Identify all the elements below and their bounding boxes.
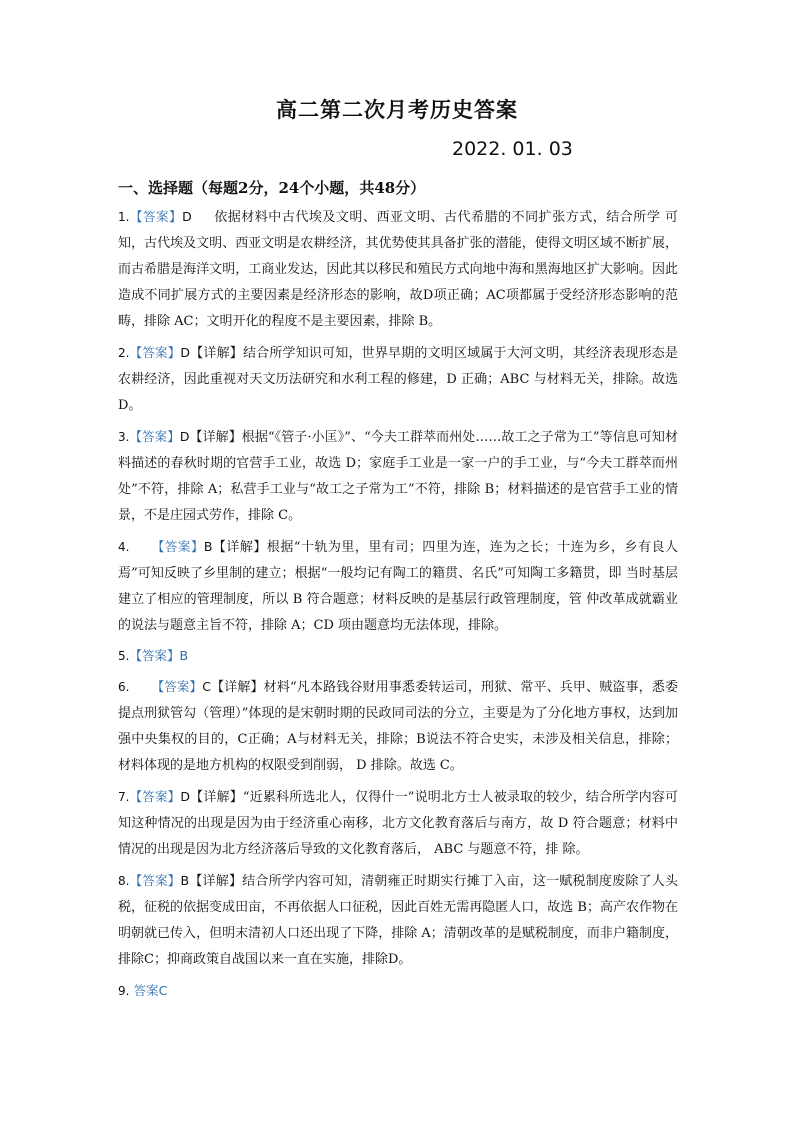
answer-explanation: 依据材料中古代埃及文明、西亚文明、古代希腊的不同扩张方式，结合所学 可知，古代埃及文明、西亚文明是农耕经济，其优势使其具备扩张的潜能，使得文明区域不断扩展，而古希腊是海洋文明，工商业发达，因此其以移民和殖民方式向地中海和黑海地区扩大影响。因此造成不同扩展方式的主要因素是经济形态的影响，故D项正确；AC项都属于受经济形态影响的范畴，排除 AC；文明开化的程度不是主要因素，排除 B。 [118, 210, 678, 329]
answer-item-7 [118, 784, 678, 863]
answer-list [118, 204, 678, 1010]
item-number: 4. [118, 540, 130, 554]
answer-tag: 【答案】 [151, 539, 204, 554]
answer-explanation: 【详解】根据“十轨为里，里有司；四里为连，连为之长；十连为乡，乡有良人焉”可知反映了乡里制的建立；根据“一般均记有陶工的籍贯、名氏”可知陶工多籍贯，即 当时基层建立了相应的管理制度，所以 B 符合题意；材料反映的是基层行政管理制度，管 仲改革成就霸业的说法与题意主旨不符，排除 A；CD 项由题意均无法体现，排除。 [118, 540, 678, 633]
answer-letter: D [179, 429, 190, 444]
answer-letter: D [180, 345, 191, 360]
answer-tag: 【答案】 [129, 345, 181, 360]
answer-item-2 [118, 340, 678, 419]
answer-letter: D [182, 209, 192, 224]
answer-item-8 [118, 868, 678, 973]
answer-item-6 [118, 674, 678, 779]
answer-letter: C [158, 983, 168, 998]
item-number: 5. [118, 649, 130, 663]
answer-tag: 【答案】 [129, 873, 181, 888]
answer-tag: 【答案】 [129, 209, 183, 224]
answer-tag: 【答案】 [129, 429, 180, 444]
answer-item-9 [118, 978, 678, 1005]
answer-letter: B [203, 539, 213, 554]
item-number: 1. [118, 210, 130, 224]
answer-tag: 答案 [133, 983, 159, 998]
item-number: 9. [118, 984, 130, 998]
page-title: 高二第二次月考历史答案 [276, 97, 518, 122]
section-heading: 一、选择题（每题2分，24个小题，共48分） [118, 179, 426, 197]
answer-explanation: 【详解】结合所学内容可知，清朝雍正时期实行摊丁入亩，这一赋税制度废除了人头税，征税的依据变成田亩，不再依据人口征税，因此百姓无需再隐匿人口，故选 B；高产农作物在明朝就已传入，但明末清初人口还出现了下降，排除 A；清朝改革的是赋税制度，而非户籍制度，排除C；抑商政策自战国以来一直在实施，排除D。 [118, 874, 678, 967]
exam-date: 2022. 01. 03 [452, 138, 573, 160]
answer-tag: 【答案】 [151, 679, 203, 694]
answer-explanation: 【详解】“近累科所选北人，仅得什一”说明北方士人被录取的较少，结合所学内容可知这种情况的出现是因为由于经济重心南移，北方文化教育落后与南方，故 D 符合题意；材料中情况的出现是因为北方经济落后导致的文化教育落后， ABC 与题意不符，排 除。 [118, 790, 678, 857]
answer-letter: D [180, 789, 190, 804]
item-number: 8. [118, 874, 130, 888]
item-number: 2. [118, 346, 130, 360]
answer-explanation: 【详解】材料“凡本路钱谷财用事悉委转运司，刑狱、常平、兵甲、贼盗事，悉委提点刑狱管勾（管理）”体现的是宋朝时期的民政同司法的分立，主要是为了分化地方事权，达到加强中央集权的目的，C正确；A与材料无关，排除；B说法不符合史实，未涉及相关信息，排除；材料体现的是地方机构的权限受到削弱， D 排除。故选 C。 [118, 680, 678, 773]
answer-item-1 [118, 204, 678, 335]
answer-item-3 [118, 424, 678, 529]
item-number: 7. [118, 790, 130, 804]
answer-letter: B [179, 648, 189, 663]
answer-tag: 【答案】 [129, 648, 180, 663]
answer-letter: C [202, 679, 211, 694]
item-number: 3. [118, 430, 130, 444]
answer-item-5 [118, 643, 678, 670]
answer-tag: 【答案】 [129, 789, 181, 804]
item-number: 6. [118, 680, 130, 694]
answer-explanation: 【详解】结合所学知识可知，世界早期的文明区域属于大河文明，其经济表现形态是农耕经济，因此重视对天文历法研究和水利工程的修建，D 正确；ABC 与材料无关，排除。故选D。 [118, 346, 678, 413]
answer-explanation: 【详解】根据“《管子·小匡》”、“今夫工群萃而州处……故工之子常为工”等信息可知材料描述的春秋时期的官营手工业，故选 D；家庭手工业是一家一户的手工业，与“今夫工群萃而州处”不符，排除 A；私营手工业与“故工之子常为工”不符，排除 B；材料描述的是官营手工业的情景，不是庄园式劳作，排除 C。 [118, 430, 678, 523]
answer-item-4 [118, 534, 678, 639]
answer-letter: B [180, 873, 190, 888]
